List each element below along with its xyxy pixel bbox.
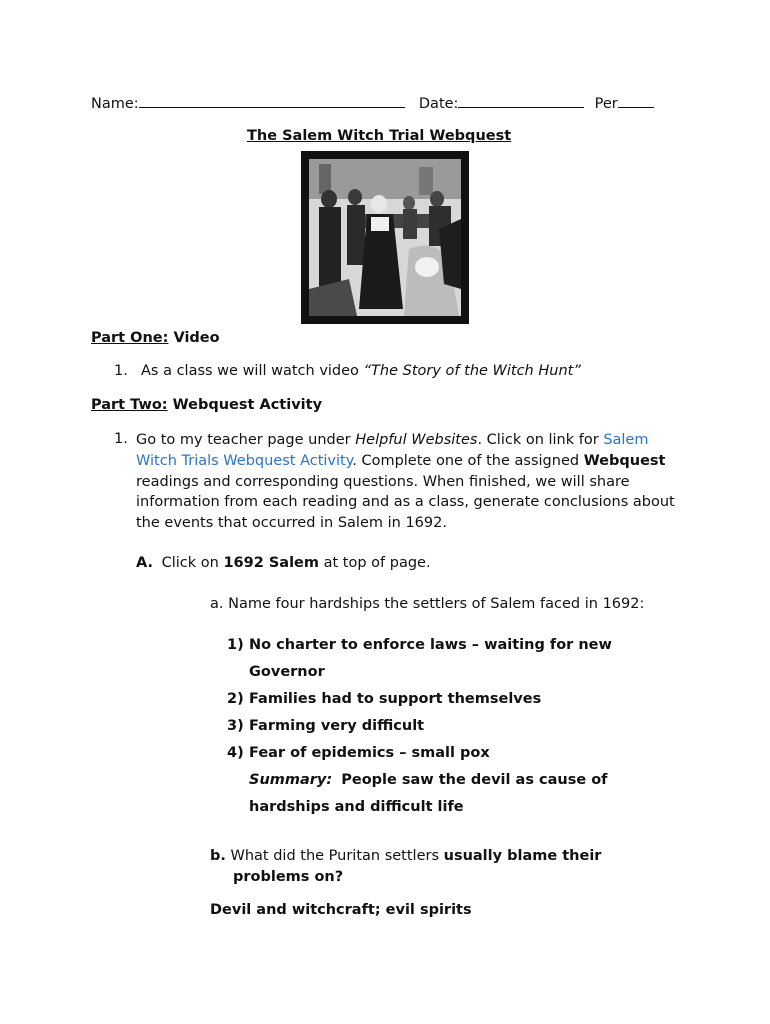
question-b-text1: What did the Puritan settlers [230,848,444,864]
part-one-item [141,363,581,379]
per-blank[interactable] [618,94,654,108]
question-a-label: a. [210,596,224,612]
part-one-label: Part One: [91,330,169,346]
summary-label: Summary: [249,772,333,788]
header-line [91,94,654,112]
answer-4-text: Fear of epidemics – small pox [249,745,490,761]
part-one-heading [91,330,220,346]
date-label: Date: [418,96,459,112]
p1b-text: . Click on link for [477,432,604,448]
question-b-line1 [210,848,601,864]
question-b-label: b. [210,848,226,864]
part-two-heading-rest: Webquest Activity [167,397,323,413]
part-one-item-number: 1. [114,363,128,379]
answer-1-number: 1) [227,637,244,653]
answer-1-line1: No charter to enforce laws – waiting for new [249,637,612,653]
name-blank[interactable] [139,94,405,108]
webquest-bold: Webquest [583,452,666,469]
answer-4-number: 4) [227,745,244,761]
section-a [136,555,431,571]
name-label: Name: [91,96,139,112]
answer-3-text: Farming very difficult [249,718,425,734]
section-a-text1: Click on [161,555,224,571]
question-a [210,596,644,612]
p1c-text: . Complete one of the assigned [352,452,584,469]
webquest-activity-link[interactable]: Salem Witch Trials Webquest Activity [136,432,649,469]
p1-text: Go to my teacher page under [136,432,356,448]
page-title: The Salem Witch Trial Webquest [247,128,512,144]
per-label: Per [594,96,618,112]
section-a-text2: at top of page. [319,555,431,571]
engraving-illustration [309,159,461,316]
question-b-line2: problems on? [233,869,344,885]
section-a-bold: 1692 Salem [223,555,319,571]
p1d-text: readings and corresponding questions. When finished, we will share information from each reading and as a class, generate conclusions about the events that occurred in Salem in 1692. [136,473,675,532]
helpful-websites-text: Helpful Websites [355,432,478,448]
part-two-paragraph [136,430,684,534]
section-a-letter: A. [136,555,153,571]
video-title: “The Story of the Witch Hunt” [363,363,581,379]
summary-line2: hardships and difficult life [249,799,464,815]
date-blank[interactable] [458,94,584,108]
part-two-heading [91,397,322,413]
answer-3-number: 3) [227,718,244,734]
answer-2-text: Families had to support themselves [249,691,542,707]
courtroom-engraving-image [301,151,469,324]
part-two-item-number: 1. [114,431,128,447]
summary-line1 [249,772,608,788]
answer-b: Devil and witchcraft; evil spirits [210,902,472,918]
question-a-text: Name four hardships the settlers of Salem faced in 1692: [228,596,645,612]
question-b-bold1: usually blame their [443,848,602,864]
summary-text1: People saw the devil as cause of [341,772,608,788]
part-two-label: Part Two: [91,397,168,413]
answer-2-number: 2) [227,691,244,707]
part-one-item-text: As a class we will watch video [141,363,364,379]
answer-1-line2: Governor [249,664,325,680]
part-one-heading-rest: Video [168,330,220,346]
